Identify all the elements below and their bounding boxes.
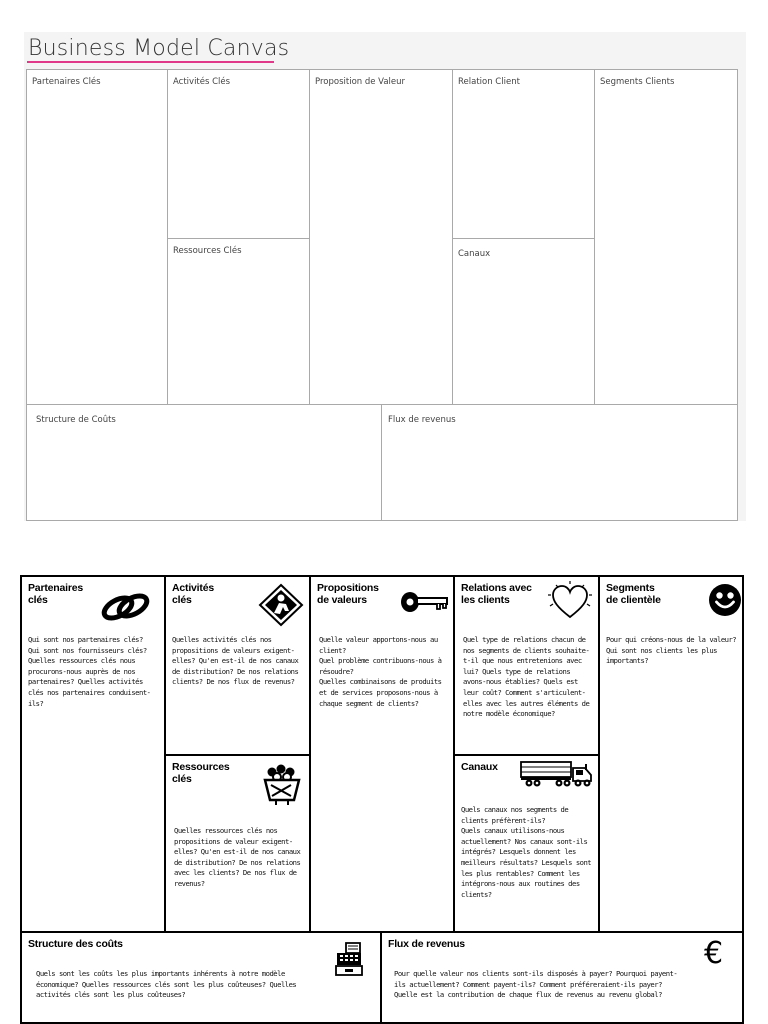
delivery-truck-icon [519, 760, 599, 790]
box-segments-clientele [598, 575, 744, 933]
box-propositions-valeurs [309, 575, 455, 933]
key-icon [399, 589, 451, 615]
structure-questions: Quels sont les coûts les plus importants inhérents à notre modèle économique? Quelles ressources clés sont les plus coûteuses? Quelles activités clés sont les plus coûteuses? [36, 969, 297, 1000]
box-ressources-cles [164, 754, 311, 933]
canvas-title: Business Model Canvas [28, 36, 290, 61]
box-partenaires-cles [20, 575, 166, 933]
flux-questions: Pour quelle valeur nos clients sont-ils disposés à payer? Pourquoi payent-ils actuellement? Comment payent-ils? Comment préféreraient-ils payer? Quelle est la contribution de chaque flux de revenus au revenu global? [394, 969, 678, 1000]
top-label-relation: Relation Client [458, 77, 520, 87]
propositions-title: Propositions de valeurs [317, 582, 379, 606]
canaux-questions: Quels canaux nos segments de clients préfèrent-ils? Quels canaux utilisons-nous actuellement? Nos canaux sont-ils intégrés? Lesquels donnent les meilleurs résultats? Lesquels sont les plus rentables? Comment les intégrons-nous aux routines des clients? [461, 805, 592, 899]
activites-title: Activités clés [172, 582, 214, 606]
worker-diamond-icon [258, 583, 304, 627]
top-box-ressources [167, 238, 310, 405]
partenaires-title: Partenaires clés [28, 582, 84, 606]
flux-title: Flux de revenus [388, 938, 465, 950]
partenaires-questions: Qui sont nos partenaires clés? Qui sont nos fournisseurs clés? Quelles ressources clés nous procurons-nous auprès de nos partenaires? Quelles activités clés nos partenaires conduisent-ils? [28, 635, 151, 708]
top-box-relation [452, 69, 595, 239]
top-label-ressources: Ressources Clés [173, 246, 242, 256]
top-box-proposition [309, 69, 453, 405]
top-box-flux [381, 404, 738, 521]
box-activites-cles [164, 575, 311, 756]
heart-icon [547, 580, 593, 622]
top-label-partenaires: Partenaires Clés [32, 77, 101, 87]
top-box-structure [26, 404, 382, 521]
propositions-questions: Quelle valeur apportons-nous au client? Quel problème contribuons-nous à résoudre? Quelles combinaisons de produits et de services proposons-nous à chaque segment de clients? [319, 635, 442, 708]
top-box-partenaires [26, 69, 168, 405]
box-canaux [453, 754, 600, 933]
cash-register-icon [334, 941, 364, 977]
resource-cart-icon [262, 764, 302, 808]
title-underline [27, 61, 274, 63]
box-flux-revenus [380, 931, 744, 1024]
ressources-questions: Quelles ressources clés nos propositions de valeur exigent-elles? Qu'en est-il de nos canaux de distribution? De nos relations avec les clients? De nos flux de revenus? [174, 826, 301, 888]
top-label-proposition: Proposition de Valeur [315, 77, 406, 87]
chain-links-icon [98, 589, 154, 623]
activites-questions: Quelles activités clés nos propositions de valeurs exigent-elles? Qu'en est-il de nos canaux de distribution? De nos relations clients? De nos flux de revenus? [172, 635, 299, 687]
top-label-structure: Structure de Coûts [36, 415, 116, 425]
top-box-segments [594, 69, 738, 405]
top-label-activites: Activités Clés [173, 77, 231, 87]
segments-title: Segments de clientèle [606, 582, 661, 606]
top-label-flux: Flux de revenus [388, 415, 456, 425]
ressources-title: Ressources clés [172, 761, 230, 785]
segments-questions: Pour qui créons-nous de la valeur? Qui sont nos clients les plus importants? [606, 635, 737, 666]
top-label-canaux: Canaux [458, 249, 491, 259]
top-box-canaux [452, 238, 595, 405]
top-box-activites [167, 69, 310, 239]
canaux-title: Canaux [461, 761, 498, 773]
box-structure-couts [20, 931, 382, 1024]
relations-title: Relations avec les clients [461, 582, 532, 606]
smiley-face-icon [708, 583, 742, 617]
relations-questions: Quel type de relations chacun de nos segments de clients souhaite-t-il que nous entretenions avec lui? Quels type de relations avons-nous établies? Quels est leur coût? Comment s'articulent-elles avec les autres éléments de notre modèle économique? [463, 635, 590, 719]
top-label-segments: Segments Clients [600, 77, 675, 87]
box-relations-clients [453, 575, 600, 756]
structure-title: Structure des coûts [28, 938, 123, 950]
euro-icon: € [704, 936, 724, 971]
